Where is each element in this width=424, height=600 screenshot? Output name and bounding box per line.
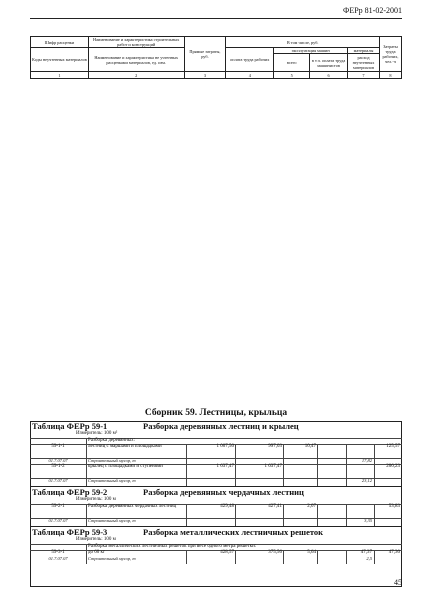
header-material-codes: Коды неучтенных материалов [31,48,89,72]
table-meter: Измеритель: 100 м [76,537,116,542]
column-number: 6 [310,72,348,79]
material-name: Строительный мусор, т [88,518,136,523]
column-divider [186,550,187,564]
column-header-table [30,36,402,79]
column-divider [86,504,87,526]
column-divider [374,504,375,526]
column-divider [374,444,375,486]
header-work-name: Наименование и характеристика строительных работ и конструкций [88,37,184,48]
machines-total: 2,07 [307,504,316,509]
column-number: 5 [274,72,310,79]
table-meter: Измеритель: 100 м² [76,431,118,436]
work-name: до 60 кг [88,550,106,555]
labor-hours: 53,83 [388,504,400,509]
labor-hours: 125,57 [386,444,400,449]
column-number: 7 [348,72,380,79]
table-title: Разборка деревянных лестниц и крылец [143,421,299,431]
direct-cost: 1 637,47 [216,464,234,469]
material-qty: 2,5 [366,556,372,561]
column-divider [283,504,284,526]
labor-hours: 47,30 [388,550,400,555]
work-name: лестниц с маршами и площадками [88,444,162,449]
labor-pay: 997,03 [268,444,282,449]
machines-total: 5,64 [307,550,316,555]
header-direct-costs: Прямые затраты, руб. [184,37,226,72]
column-divider [317,504,318,526]
header-machines-total: всего [274,54,310,72]
column-divider [317,444,318,486]
column-divider [346,550,347,564]
direct-cost: 428,57 [220,550,234,555]
column-divider [186,504,187,526]
column-divider [283,444,284,486]
header-code: Шифр расценки [31,37,89,48]
header-rule [30,18,402,19]
series-title: Сборник 59. Лестницы, крыльца [144,408,288,418]
direct-cost: 1 007,50 [216,444,234,449]
page-number: 45 [394,578,402,587]
table-code: Таблица ФЕРр 59-1 [32,421,108,431]
direct-cost: 429,48 [220,504,234,509]
table-title: Разборка металлических лестничных решеток [143,527,324,537]
table-subheading: Разборка деревянных: [88,438,136,443]
rate-code: 59-2-1 [51,504,65,509]
material-name: Строительный мусор, т [88,556,136,561]
table-subheading: Разборка металлических лестничных решеток при весе одного метра решетки: [88,544,257,549]
table-code: Таблица ФЕРр 59-2 [32,487,108,497]
header-materials: материалы [348,48,380,54]
rate-code: 59-3-1 [51,550,65,555]
column-divider [86,544,87,564]
material-code: 01.7.07.07 [48,556,68,561]
material-code: 01.7.07.07 [48,458,68,463]
material-qty: 3,35 [364,518,372,523]
materials-cost: 47,37 [360,550,372,555]
header-material-names: Наименование и характеристика не учтенных расценками материалов, ед. изм. [88,48,184,72]
column-number: 2 [88,72,184,79]
column-divider [235,550,236,564]
header-including: В том числе, руб. [226,37,380,48]
material-name: Строительный мусор, т [88,478,136,483]
column-number: 8 [379,72,401,79]
column-divider [374,550,375,564]
material-code: 01.7.07.07 [48,478,68,483]
work-name: крылец с площадками и ступенями [88,464,163,469]
document-code: ФЕРр 81-02-2001 [343,6,402,15]
rate-code: 59-1-1 [51,444,65,449]
table-meter: Измеритель: 100 м [76,497,116,502]
table-title: Разборка деревянных чердачных лестниц [143,487,304,497]
table-code: Таблица ФЕРр 59-3 [32,527,108,537]
labor-pay: 1 637,47 [264,464,282,469]
header-machinist-pay: в т.ч. оплата труда машинистов [310,54,348,72]
column-divider [317,550,318,564]
work-name: Разборка деревянных чердачных лестниц [88,504,177,509]
column-divider [346,444,347,486]
column-divider [86,438,87,486]
column-number: 4 [226,72,274,79]
rate-code: 59-1-2 [51,464,65,469]
column-divider [186,444,187,486]
material-name: Строительный мусор, т [88,458,136,463]
header-machines: эксплуатация машин [274,48,348,54]
material-code: 01.7.07.07 [48,518,68,523]
header-labor-hours: Затраты труда рабочих, чел.-ч [379,37,401,72]
material-qty: 17,82 [361,458,372,463]
machines-total: 10,47 [304,444,316,449]
header-unaccounted-materials: расход неучтенных материалов [348,54,380,72]
labor-hours: 206,23 [386,464,400,469]
header-labor-pay: оплата труда рабочих [226,48,274,72]
column-divider [235,504,236,526]
column-number: 3 [184,72,226,79]
column-divider [283,550,284,564]
column-divider [346,504,347,526]
material-qty: 23,12 [361,478,372,483]
labor-pay: 427,41 [268,504,282,509]
column-divider [235,444,236,486]
column-number: 1 [31,72,89,79]
labor-pay: 375,56 [268,550,282,555]
